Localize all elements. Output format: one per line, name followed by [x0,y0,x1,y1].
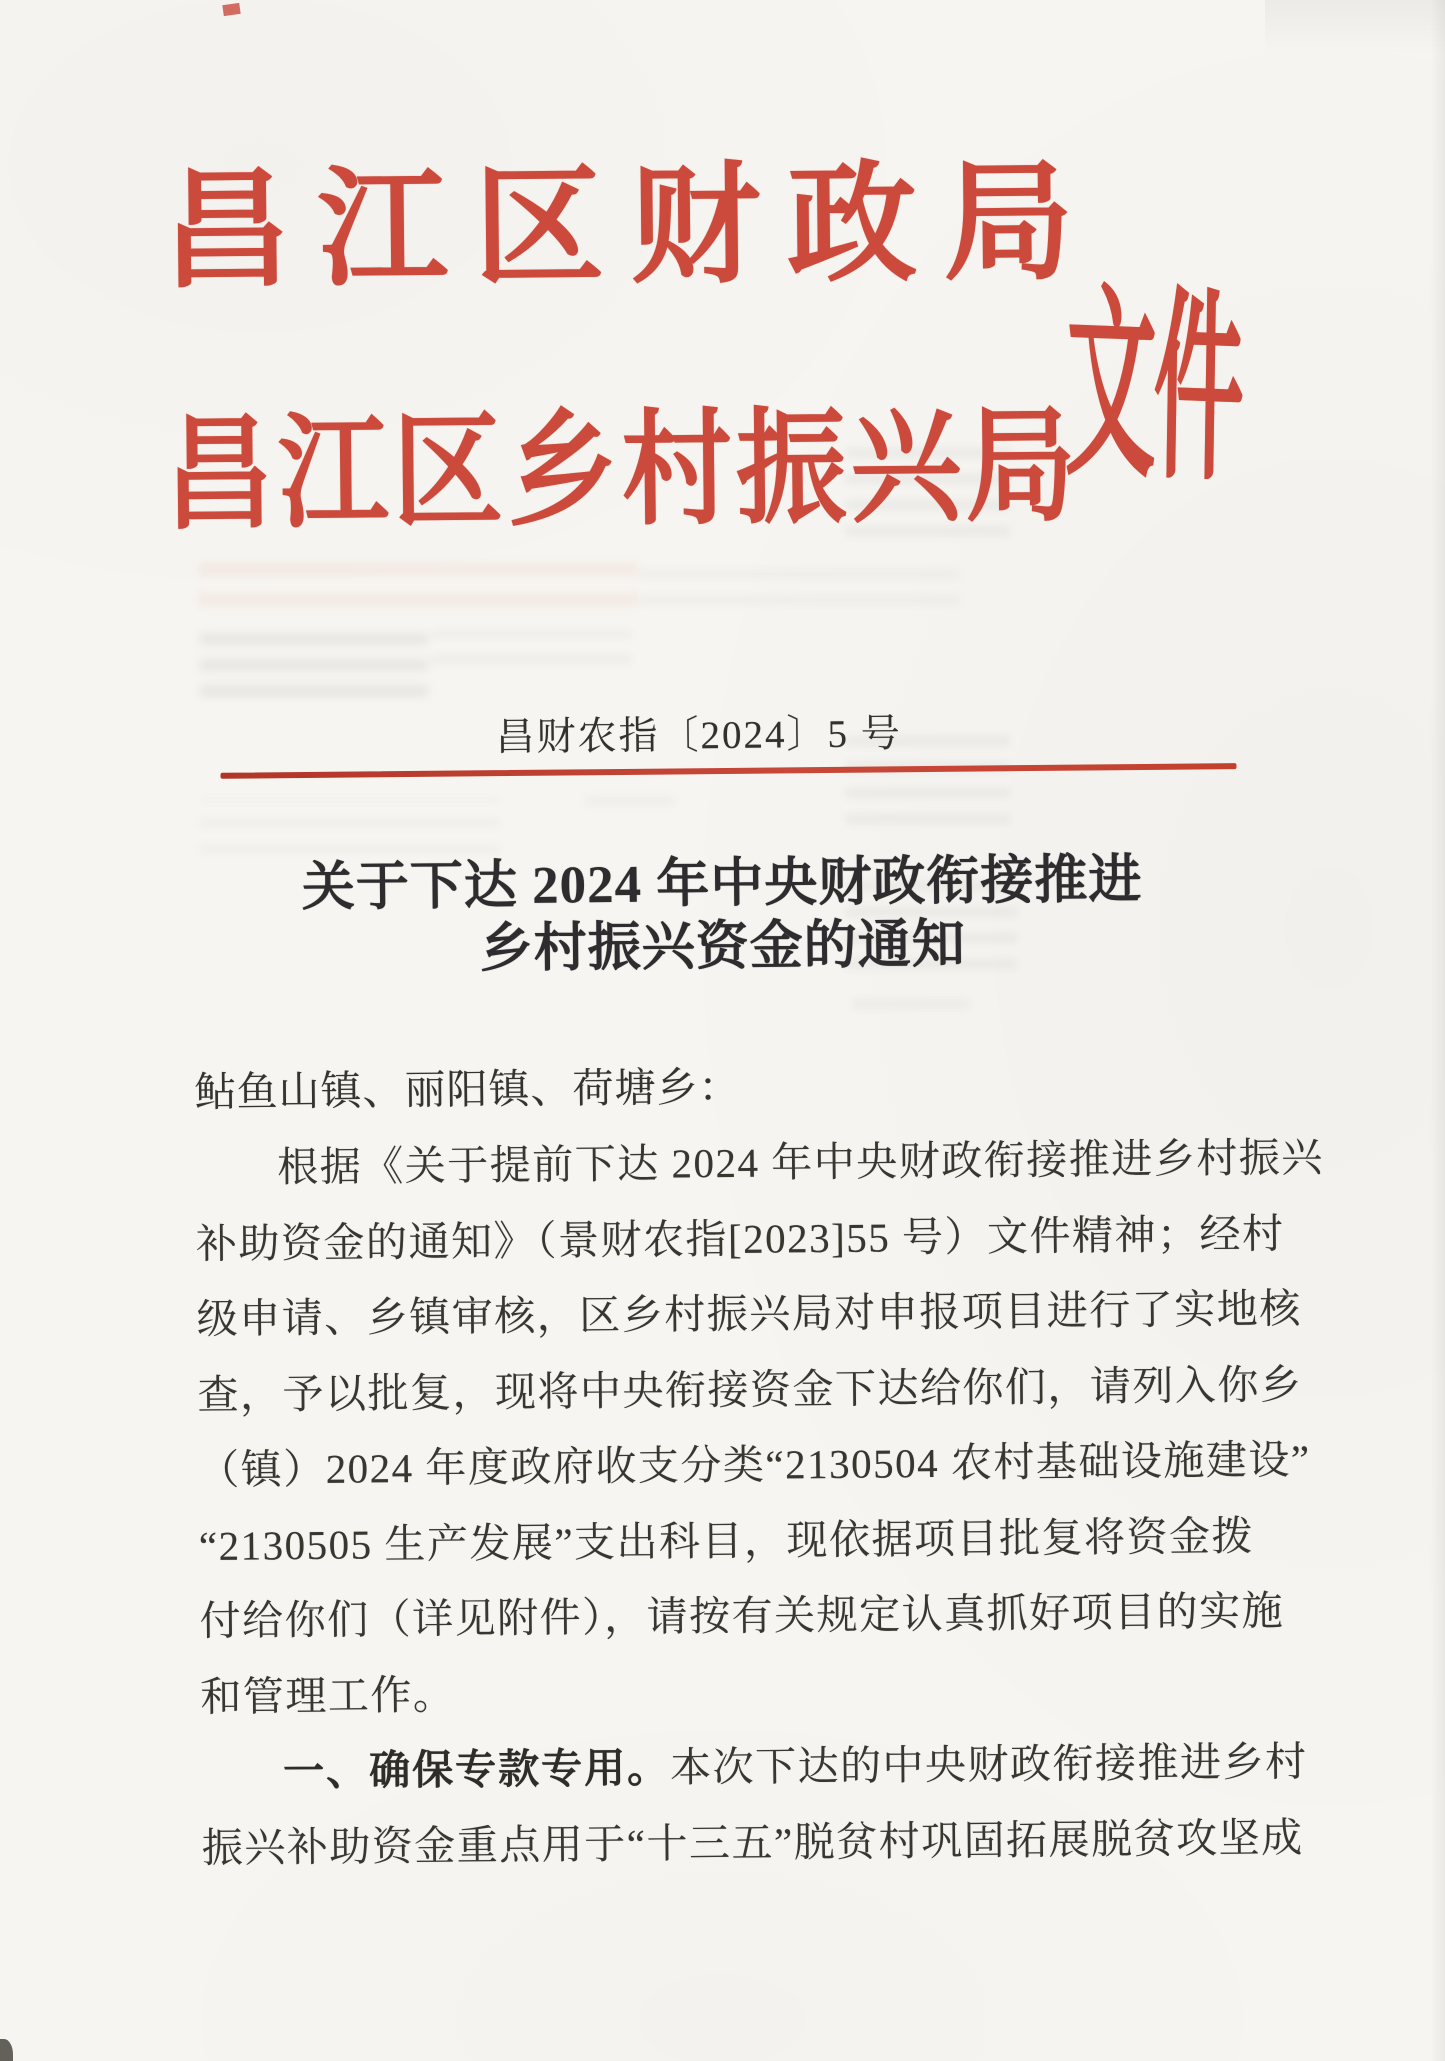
title-line2: 乡村振兴资金的通知 [479,915,966,979]
body-text-block [195,1121,1324,1886]
agency-name-line2: 昌江区乡村振兴局 [162,396,1077,545]
agency-name-line2-wrap [163,392,1076,551]
title-line1: 关于下达 2024 年中央财政衔接推进 [301,850,1143,918]
body-line: 付给你们（详见附件），请按有关规定认真抓好项目的实施 [199,1587,1285,1645]
body-line: 和管理工作。 [200,1671,456,1720]
emphasis-heading: 一、确保专款专用。 [282,1744,671,1795]
body-line: “2130505 生产发展”支出科目，现依据项目批复将资金拨 [198,1512,1255,1569]
body-line: 查，予以批复，现将中央衔接资金下达给你们，请列入你乡 [197,1360,1303,1418]
letterhead [161,147,1077,551]
body-line: 振兴补助资金重点用于“十三五”脱贫村巩固拓展脱贫攻坚成 [201,1813,1304,1871]
body-line-text: 本次下达的中央财政衔接推进乡村 [669,1738,1308,1791]
body-line: 补助资金的通知》（景财农指[2023]55 号）文件精神；经村 [195,1210,1285,1267]
document-number: 昌财农指〔2024〕5 号 [495,712,902,760]
document-suffix-label: 文件 [1064,269,1243,506]
agency-name-line1: 昌江区财政局 [160,148,1074,304]
document-title [0,846,1445,986]
body-line: （镇）2024 年度政府收支分类“2130504 农村基础设施建设” [197,1436,1311,1494]
body-line [201,1725,1308,1811]
body-line: 级申请、乡镇审核，区乡村振兴局对申报项目进行了实地核 [196,1285,1302,1343]
body-line: 根据《关于提前下达 2024 年中央财政衔接推进乡村振兴 [277,1134,1324,1191]
red-divider-line [220,763,1236,779]
recipients-line: 鲇鱼山镇、丽阳镇、荷塘乡： [194,1063,741,1116]
